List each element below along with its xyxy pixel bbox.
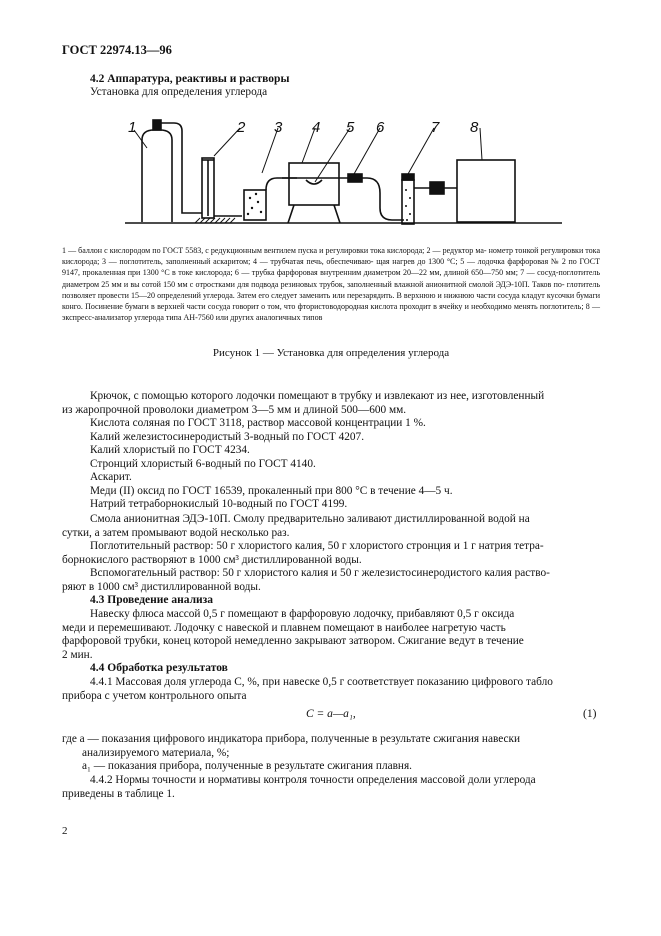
figure-legend — [62, 245, 600, 323]
figure-label-8: 8 — [470, 119, 479, 136]
legend-line: фтористоводородная кислота проходит в ячейку и необходимо менять поглотитель; 8 — экспресс-анализатор углерода типа — [62, 302, 601, 323]
legend-line: АН-7560 или других аналогичных типов — [183, 313, 323, 323]
text-line: из жаропрочной проволоки диаметром 3—5 мм и длиной 500—600 мм. — [62, 403, 407, 416]
figure-label-1: 1 — [128, 119, 137, 136]
section-4-3-heading: 4.3 Проведение анализа — [90, 594, 214, 606]
section-4-4-heading: 4.4 Обработка результатов — [90, 662, 228, 674]
text-line: Вспомогательный раствор: 50 г хлористого калия и 50 г железистосинеродистого калия раство- — [90, 567, 550, 579]
formula: C = a—a₁, — [306, 708, 356, 720]
text-line: ряют в 1000 см³ дистиллированной воды. — [62, 580, 261, 593]
legend-line: трубка фарфоровая внутренним диаметром 20—22 мм, длиной 650—750 мм; 7 — сосуд-поглотитель диаметром 25 мм и вы — [62, 268, 601, 289]
text-line: фарфоровой трубки, конец которой немедленно закрывают затвором. Сжигание ведут в течение — [62, 635, 524, 647]
figure-label-6: 6 — [376, 119, 385, 136]
hook-paragraph — [62, 390, 600, 417]
list-item: Натрий тетраборнокислый 10-водный по ГОСТ 4199. — [90, 498, 348, 510]
text-line: прибора с учетом контрольного опыта — [62, 689, 247, 702]
text-line: борнокислого растворяют в 1000 см³ дистиллированной воды. — [62, 553, 362, 566]
figure-label-4: 4 — [312, 119, 321, 136]
auxiliary-solution-paragraph — [62, 567, 600, 594]
text-line: 2 мин. — [62, 648, 93, 661]
reagent-list — [62, 417, 600, 512]
text-line: Поглотительный раствор: 50 г хлористого калия, 50 г хлористого стронция и 1 г натрия тетра- — [90, 540, 544, 552]
text-line: Навеску флюса массой 0,5 г помещают в фарфоровую лодочку, прибавляют 0,5 г оксида — [90, 608, 515, 620]
figure-caption: Рисунок 1 — Установка для определения углерода — [212, 347, 450, 359]
text-line: анализируемого материала, %; — [82, 746, 230, 759]
text-line: Крючок, с помощью которого лодочки помещают в трубку и извлекают из нее, изготовленный — [90, 390, 545, 402]
text-line: a₁ — показания прибора, полученные в результате сжигания плавня. — [82, 760, 412, 772]
list-item: Стронций хлористый 6-водный по ГОСТ 4140. — [90, 457, 316, 470]
text-line: Смола анионитная ЭДЭ-10П. Смолу предварительно заливают дистиллированной водой на — [90, 513, 530, 525]
text-line: приведены в таблице 1. — [62, 787, 175, 800]
section-4-2-subheading: Установка для определения углерода — [90, 86, 268, 98]
list-item: Калий хлористый по ГОСТ 4234. — [90, 444, 250, 456]
oxygen-cylinder — [142, 130, 172, 222]
page-number: 2 — [62, 825, 68, 837]
analysis-paragraph — [62, 608, 600, 662]
text-line: сутки, а затем промывают водой несколько раз. — [62, 526, 290, 539]
resin-paragraph — [62, 513, 600, 540]
figure-label-2: 2 — [237, 119, 246, 136]
figure-label-7: 7 — [431, 119, 440, 136]
figure-label-5: 5 — [346, 119, 355, 136]
formula-number: (1) — [583, 708, 597, 720]
absorber-solution-paragraph — [62, 540, 600, 567]
document-code: ГОСТ 22974.13—96 — [62, 43, 172, 57]
carbon-analyzer — [457, 160, 515, 222]
legend-line: глотитель позволяет провести 15—20 определений углерода. Затем его следует заменить или перезарядить. В верхнюю и — [62, 279, 601, 300]
paragraph-4-4-1 — [62, 676, 600, 703]
text-line: 4.4.1 Массовая доля углерода C, %, при навеске 0,5 г соответствует показанию цифрового табло — [90, 676, 553, 688]
list-item: Кислота соляная по ГОСТ 3118, раствор массовой концентрации 1 %. — [90, 417, 426, 429]
legend-line: нометр тонкой регулировки тока кислорода; 3 — поглотитель, заполненный аскаритом; 4 — трубчатая печь, обеспечиваю- — [62, 246, 600, 267]
list-item: Калий железистосинеродистый 3-водный по ГОСТ 4207. — [90, 430, 365, 443]
section-4-2-heading: 4.2 Аппаратура, реактивы и растворы — [90, 73, 290, 85]
legend-line: щая нагрев до 1300 °С; 5 — лодочка фарфоровая № 2 по ГОСТ 9147, прокаленная при 1300 °С в токе кислорода; 6 — — [62, 257, 601, 278]
legend-line: нижнюю части сосуда кладут кусочки бумаги конго. Посинение бумаги в верхней части сосуда говорит о том, что — [62, 290, 600, 312]
paragraph-4-4-2 — [62, 774, 600, 801]
text-line: меди и перемешивают. Лодочку с навеской и плавнем помещают в наиболее нагретую часть — [62, 621, 506, 634]
figure-label-3: 3 — [274, 119, 283, 136]
text-line: где a — показания цифрового индикатора прибора, полученные в результате сжигания навески — [62, 733, 521, 745]
text-line: 4.4.2 Нормы точности и нормативы контроля точности определения массовой доли углерода — [90, 774, 536, 786]
list-item: Аскарит. — [90, 471, 132, 483]
legend-line: сотой 150 мм с отростками для подвода резиновых трубок, заполненный влажной анионитной смолой ЭДЭ-10П. Таков по- — [141, 279, 565, 289]
legend-line: 1 — баллон с кислородом по ГОСТ 5583, с редукционным вентилем пуска и регулировки тока кислорода; 2 — редуктор ма- — [62, 246, 487, 255]
absorber-vessel — [402, 180, 414, 224]
list-item: Меди (II) оксид по ГОСТ 16539, прокаленный при 800 °С в течение 4—5 ч. — [90, 484, 453, 497]
porcelain-boat — [306, 180, 322, 184]
apparatus-diagram — [62, 108, 602, 234]
where-block — [62, 733, 600, 774]
